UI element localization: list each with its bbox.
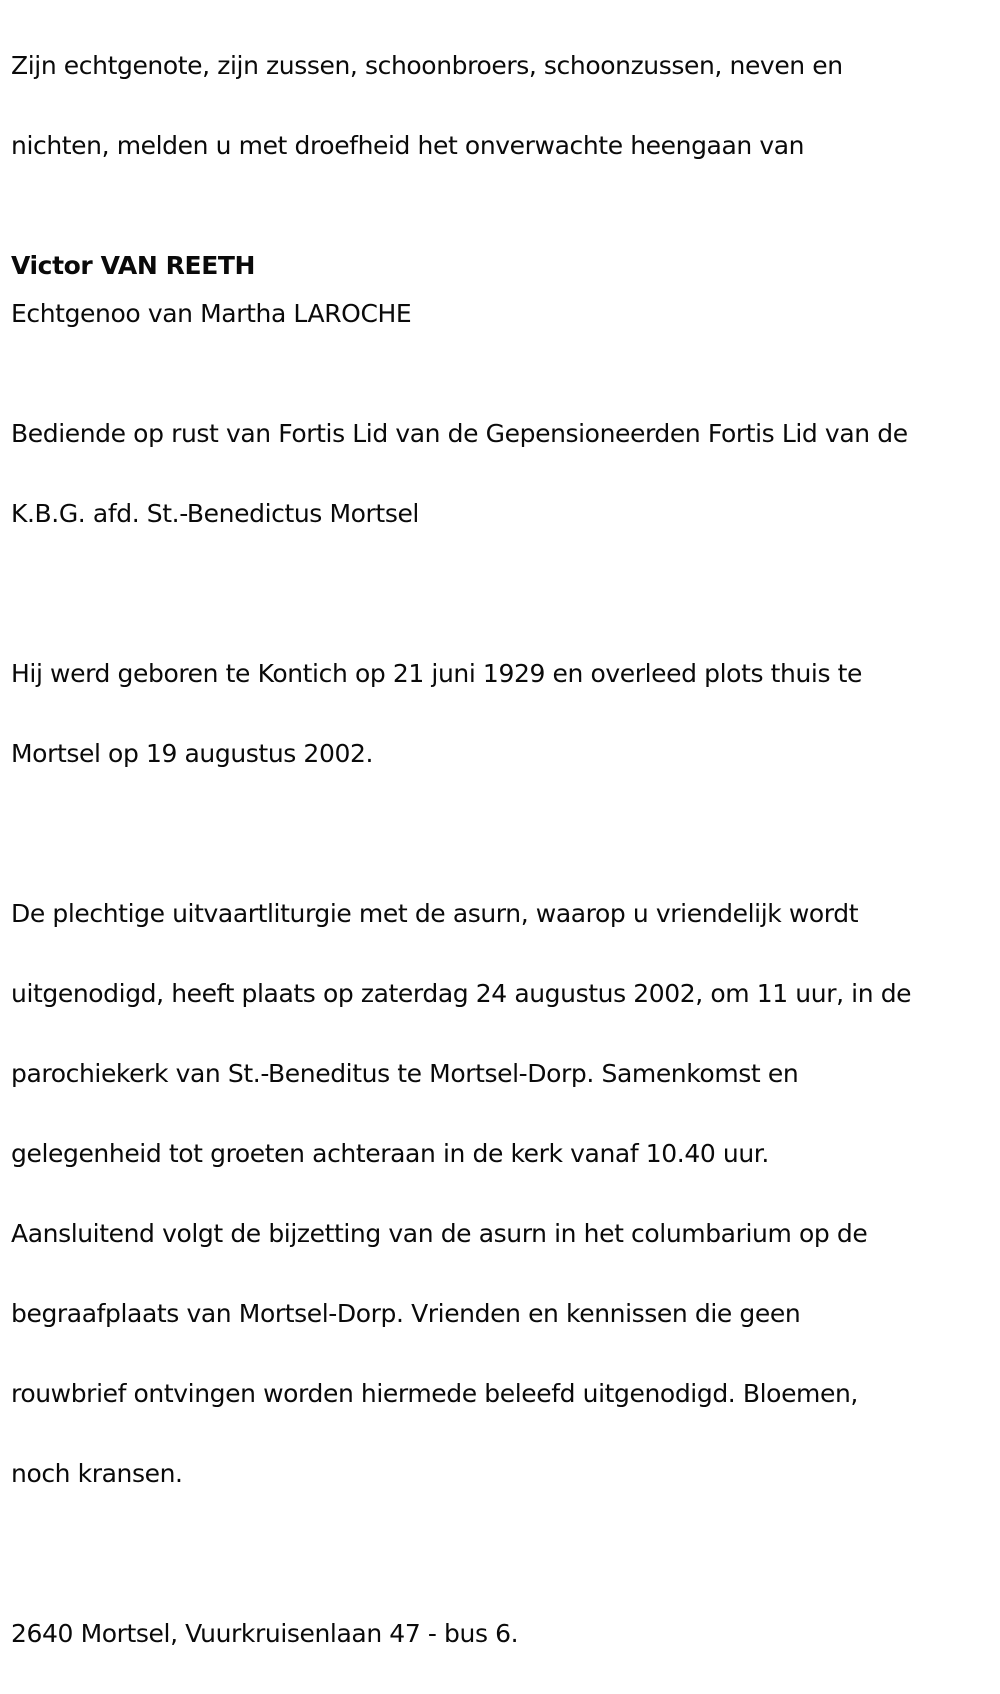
obituary-notice (11, 6, 996, 1694)
occupation-paragraph (11, 374, 996, 574)
ceremony-line: noch kransen. (11, 1459, 183, 1488)
intro-line: Zijn echtgenote, zijn zussen, schoonbroers, schoonzussen, neven en (11, 51, 843, 80)
spacer (11, 334, 996, 374)
ceremony-line: gelegenheid tot groeten achteraan in de kerk vanaf 10.40 uur. (11, 1139, 769, 1168)
birth-death-paragraph (11, 614, 996, 814)
address-line: 2640 Mortsel, Vuurkruisenlaan 47 - bus 6. (11, 1619, 519, 1648)
ceremony-paragraph (11, 854, 996, 1534)
spacer (11, 574, 996, 614)
occupation-line: Bediende op rust van Fortis Lid van de Gepensioneerden Fortis Lid van de (11, 419, 908, 448)
spacer (11, 1534, 996, 1574)
spouse-line: Echtgenoo van Martha LAROCHE (11, 299, 412, 328)
ceremony-line: rouwbrief ontvingen worden hiermede beleefd uitgenodigd. Bloemen, (11, 1379, 858, 1408)
ceremony-line: parochiekerk van St.-Beneditus te Mortsel-Dorp. Samenkomst en (11, 1059, 799, 1088)
spacer (11, 206, 996, 246)
ceremony-line: Aansluitend volgt de bijzetting van de asurn in het columbarium op de (11, 1219, 868, 1248)
intro-line: nichten, melden u met droefheid het onverwachte heengaan van (11, 131, 805, 160)
ceremony-line: begraafplaats van Mortsel-Dorp. Vrienden en kennissen die geen (11, 1299, 801, 1328)
deceased-name: Victor VAN REETH (11, 251, 256, 280)
birth-death-line: Hij werd geboren te Kontich op 21 juni 1929 en overleed plots thuis te (11, 659, 863, 688)
intro-paragraph (11, 6, 996, 206)
address-paragraph (11, 1574, 996, 1694)
deceased-block (11, 246, 996, 334)
birth-death-line: Mortsel op 19 augustus 2002. (11, 739, 374, 768)
ceremony-line: De plechtige uitvaartliturgie met de asurn, waarop u vriendelijk wordt (11, 899, 859, 928)
spacer (11, 814, 996, 854)
occupation-line: K.B.G. afd. St.-Benedictus Mortsel (11, 499, 419, 528)
ceremony-line: uitgenodigd, heeft plaats op zaterdag 24 augustus 2002, om 11 uur, in de (11, 979, 912, 1008)
